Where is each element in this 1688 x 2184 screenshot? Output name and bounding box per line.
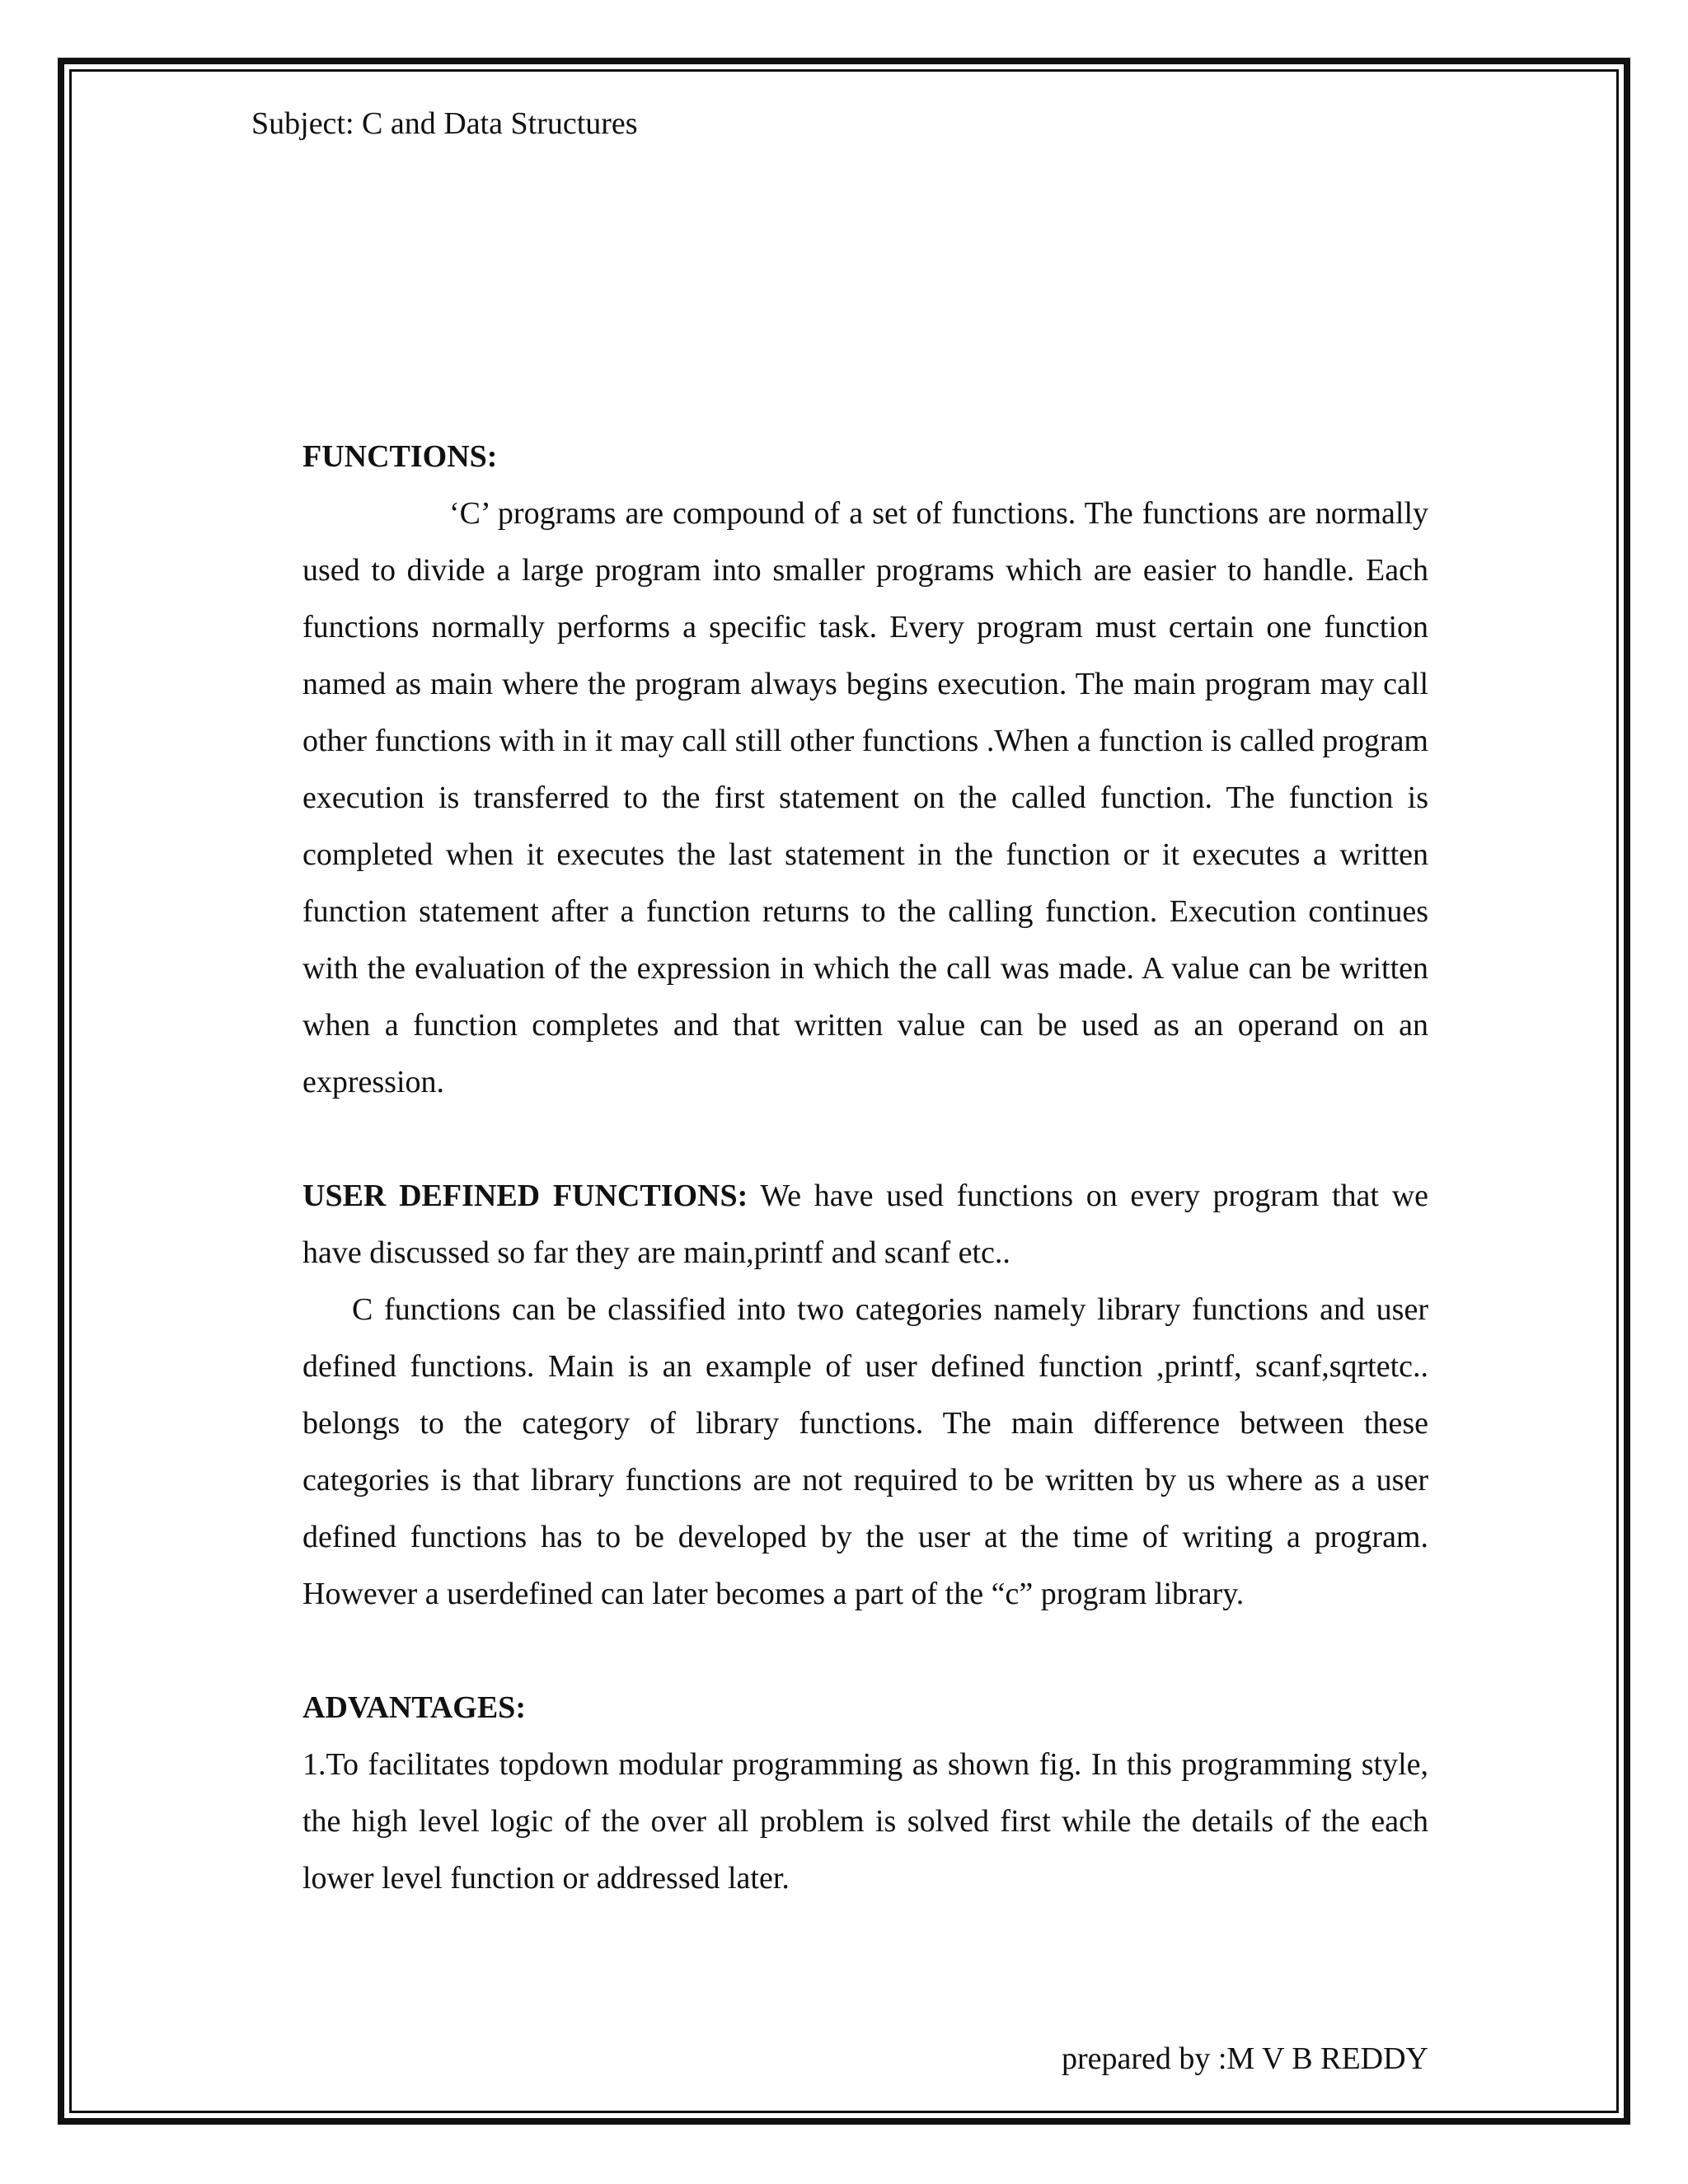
user-defined-heading: USER DEFINED FUNCTIONS: [302, 1179, 748, 1213]
functions-heading: FUNCTIONS: [302, 439, 498, 474]
subject-header: Subject: C and Data Structures [251, 106, 638, 141]
prepared-by-footer: prepared by :M V B REDDY [1061, 2041, 1428, 2076]
section-spacer [302, 1111, 1428, 1168]
advantages-heading: ADVANTAGES: [302, 1690, 526, 1725]
user-defined-lead: We have used functions on every program that we have discussed so far they are main,printf and scanf etc.. [302, 1179, 1429, 1270]
functions-paragraph: ‘C’ programs are compound of a set of functions. The functions are normally used to divide a large program into smaller programs which are easier to handle. Each functions normally performs a specific task. Every program must certain one function named as main where the program always begins execution. The main program may call other functions with in it may call still other functions .When a function is called program execution is transferred to the first statement on the called function. The function is completed when it executes the last statement in the function or it executes a written function statement after a function returns to the calling function. Execution continues with the evaluation of the expression in which the call was made. A value can be written when a function completes and that written value can be used as an operand on an expression. [302, 496, 1428, 1099]
user-defined-paragraph: C functions can be classified into two categories namely library functions and user defined functions. Main is an example of user defined function ,printf, scanf,sqrtetc.. belongs to the category of library functions. The main difference between these categories is that library functions are not required to be written by us where as a user defined functions has to be developed by the user at the time of writing a program. However a userdefined can later becomes a part of the “c” program library. [302, 1292, 1428, 1611]
document-body [302, 429, 1428, 1907]
section-spacer [302, 1623, 1428, 1680]
advantages-item-1: 1.To facilitates topdown modular programming as shown fig. In this programming style, the high level logic of the over all problem is solved first while the details of the each lower level function or addressed later. [302, 1747, 1428, 1896]
user-defined-intro [302, 1168, 1428, 1282]
